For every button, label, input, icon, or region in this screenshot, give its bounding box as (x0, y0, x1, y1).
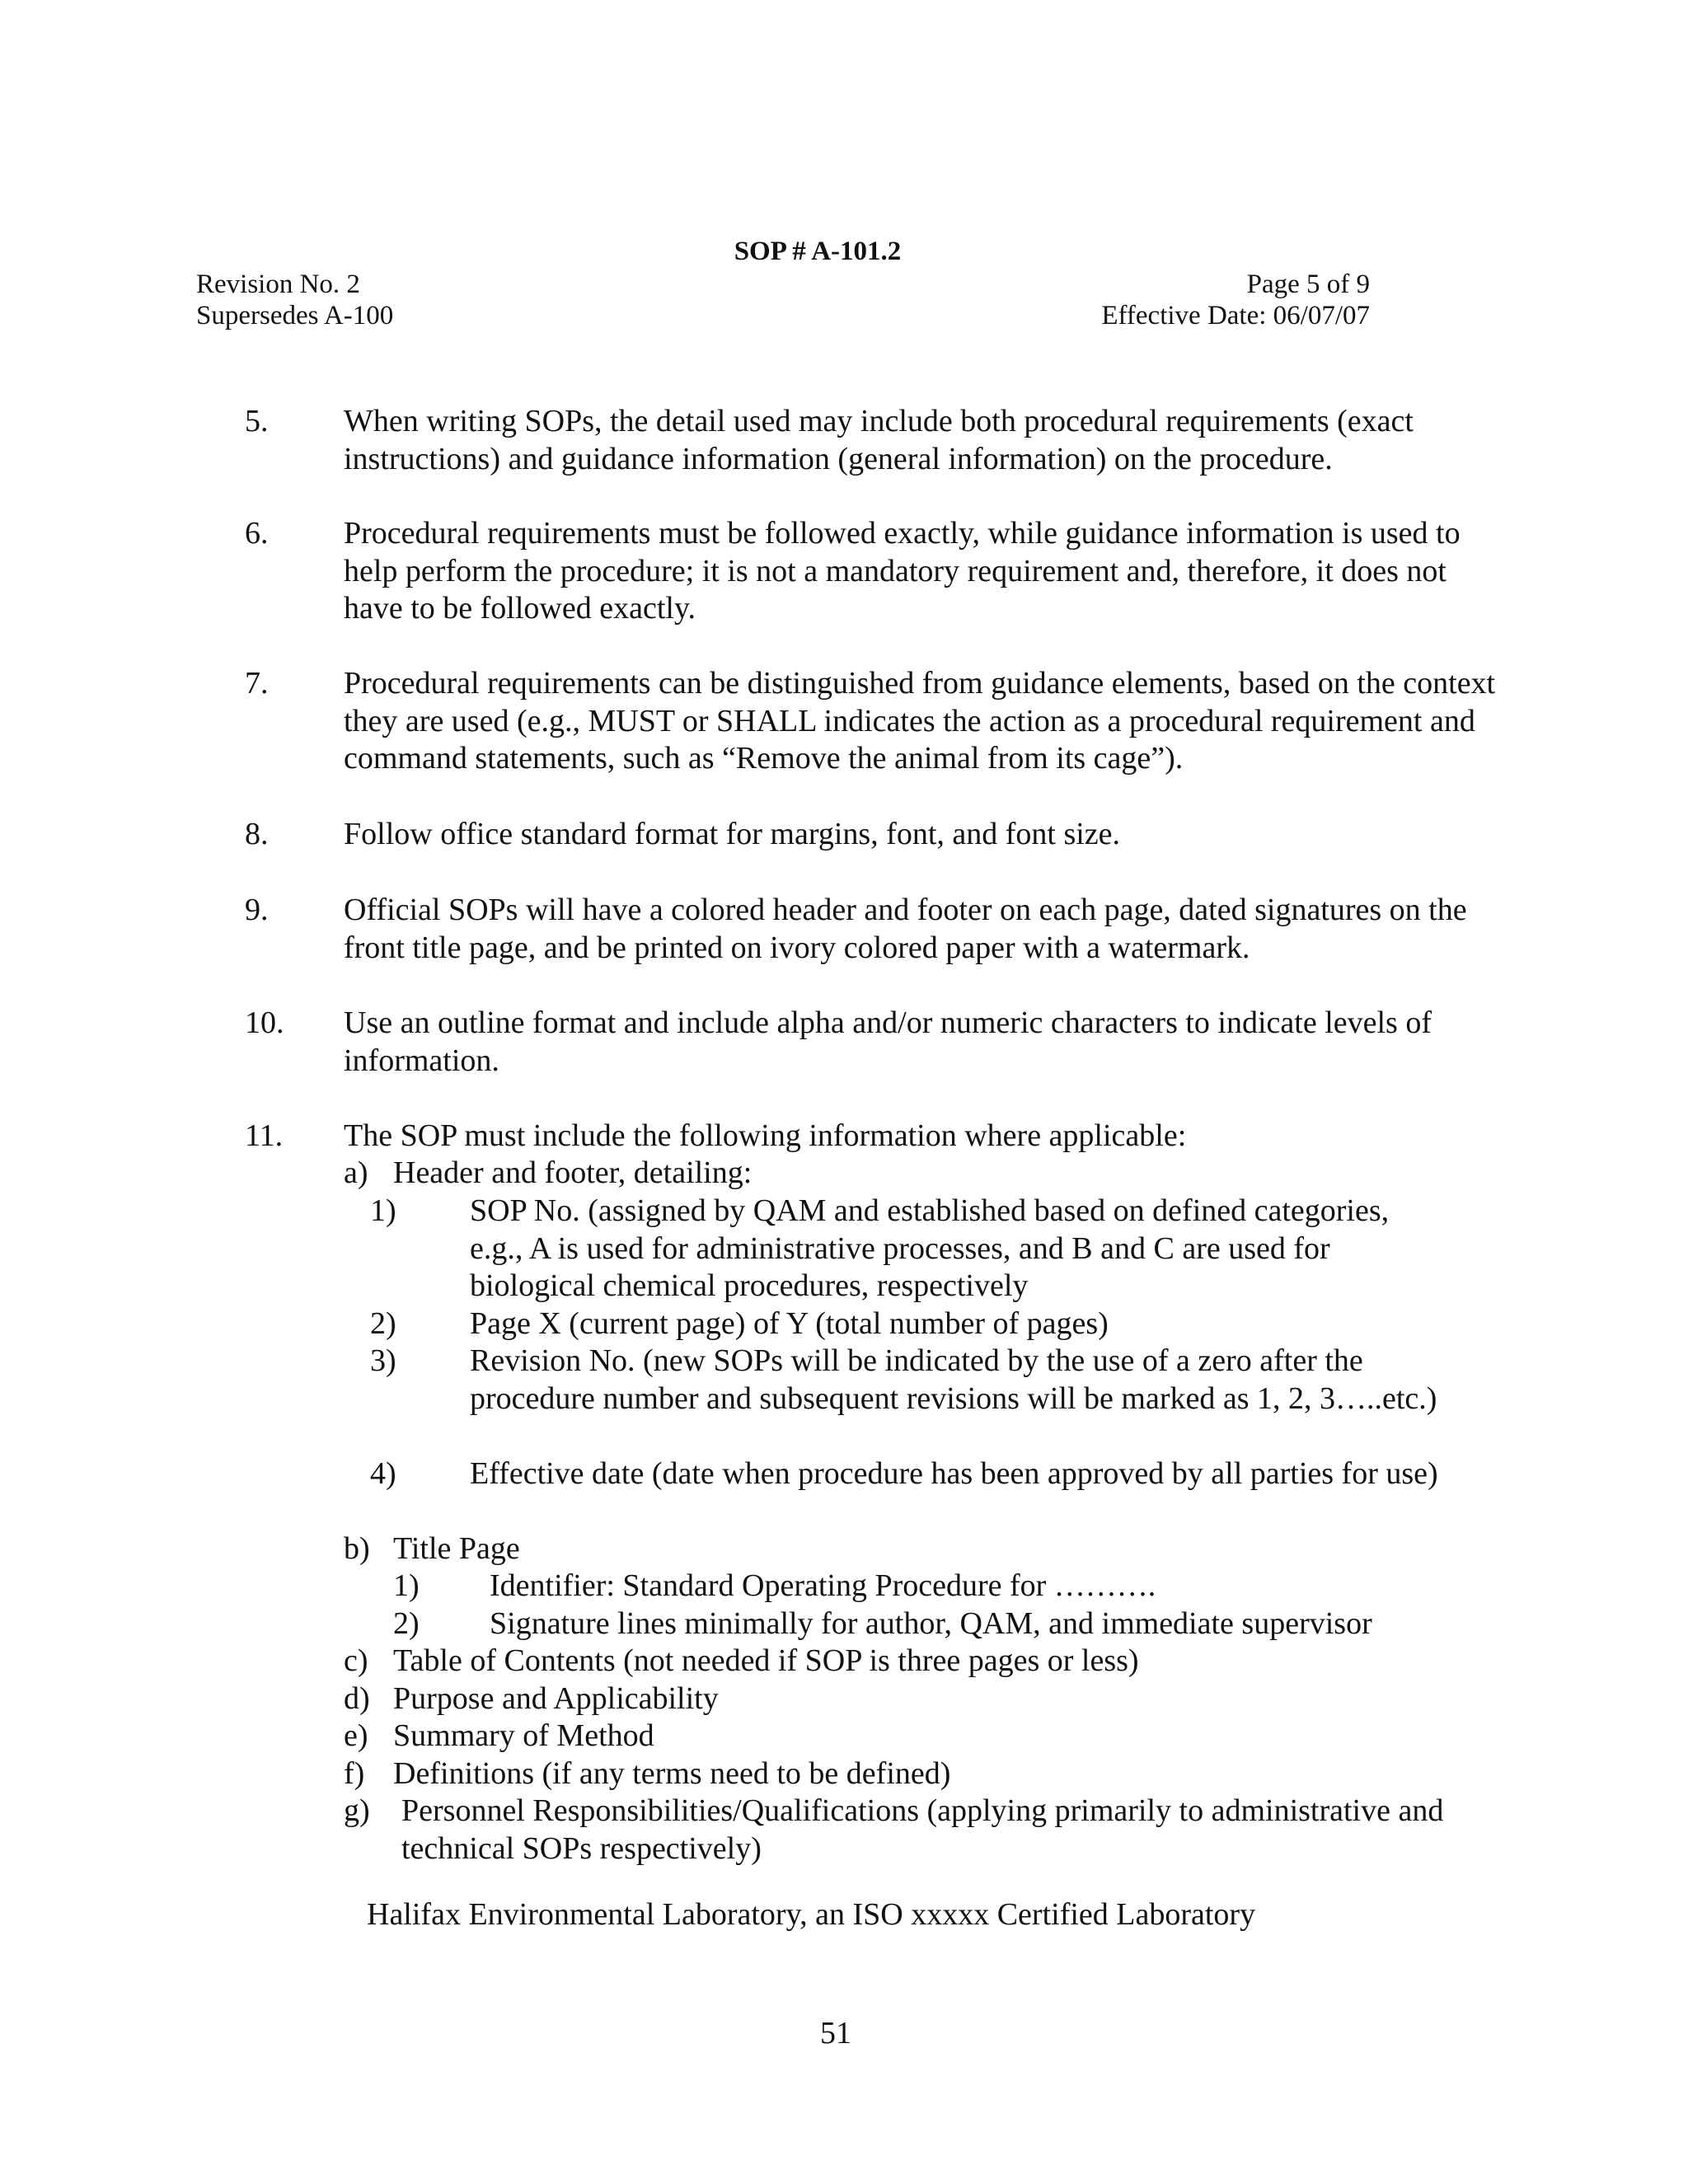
revision-number: Revision No. 2 (196, 269, 360, 299)
item-text: Follow office standard format for margins, font, and font size. (344, 817, 1121, 851)
sub-sub-item-number: 2) (393, 1606, 420, 1641)
sub-sub-item-text: Identifier: Standard Operating Procedure for ………. (490, 1568, 1156, 1603)
sop-title: SOP # A-101.2 (734, 237, 902, 266)
item-text: The SOP must include the following information where applicable: (344, 1118, 1187, 1153)
effective-date: Effective Date: 06/07/07 (1101, 301, 1370, 330)
item-number: 11. (245, 1118, 284, 1153)
page-indicator: Page 5 of 9 (1246, 269, 1370, 299)
item-number: 8. (245, 817, 269, 851)
supersedes: Supersedes A-100 (196, 301, 394, 330)
sub-sub-item-number: 4) (370, 1456, 396, 1491)
item-number: 7. (245, 666, 269, 701)
footer-text: Halifax Environmental Laboratory, an ISO xxxxx Certified Laboratory (367, 1897, 1256, 1932)
sub-item-letter: d) (344, 1681, 370, 1716)
sub-sub-item-text: Page X (current page) of Y (total number of pages) (470, 1306, 1109, 1341)
item-number: 6. (245, 516, 269, 551)
item-text: When writing SOPs, the detail used may include both procedural requirements (exact instructions) and guidance information (general information) on the procedure. (344, 404, 1414, 476)
sub-item-text: Summary of Method (393, 1718, 654, 1753)
page-number: 51 (820, 2016, 851, 2050)
sub-item-letter: a) (344, 1155, 368, 1190)
item-text: Official SOPs will have a colored header and footer on each page, dated signatures on the front title page, and be printed on ivory colored paper with a watermark. (344, 893, 1467, 965)
sub-item-letter: g) (344, 1793, 370, 1828)
sub-item-text: Definitions (if any terms need to be defined) (393, 1756, 951, 1791)
sub-sub-item-text: Revision No. (new SOPs will be indicated by the use of a zero after the procedure number and subsequent revisions will be marked as 1, 2, 3…..etc.) (470, 1343, 1437, 1416)
sub-item-letter: b) (344, 1531, 370, 1566)
sub-item-text: Purpose and Applicability (393, 1681, 719, 1716)
item-text: Use an outline format and include alpha and/or numeric characters to indicate levels of information. (344, 1005, 1432, 1078)
sub-sub-item-number: 2) (370, 1306, 396, 1341)
sub-sub-item-text: Signature lines minimally for author, QAM, and immediate supervisor (490, 1606, 1372, 1641)
sub-item-letter: f) (344, 1756, 365, 1791)
sub-item-letter: e) (344, 1718, 368, 1753)
sub-sub-item-number: 1) (370, 1193, 396, 1228)
item-number: 5. (245, 404, 269, 438)
item-number: 9. (245, 893, 269, 927)
sub-item-text: Title Page (393, 1531, 520, 1566)
sub-item-letter: c) (344, 1643, 368, 1678)
item-text: Procedural requirements can be distinguished from guidance elements, based on the context they are used (e.g., MUST or SHALL indicates the action as a procedural requirement and command statements, such as “Remove the animal from its cage”). (344, 666, 1496, 776)
sub-item-text: Header and footer, detailing: (393, 1155, 753, 1190)
sub-item-text: Table of Contents (not needed if SOP is three pages or less) (393, 1643, 1139, 1678)
sub-sub-item-number: 1) (393, 1568, 420, 1603)
sub-sub-item-text: Effective date (date when procedure has been approved by all parties for use) (470, 1456, 1438, 1491)
item-text: Procedural requirements must be followed exactly, while guidance information is used to help perform the procedure; it is not a mandatory requirement and, therefore, it does not have to be followed exactly. (344, 516, 1461, 626)
item-number: 10. (245, 1005, 284, 1040)
sub-item-text: Personnel Responsibilities/Qualifications (applying primarily to administrative and technical SOPs respectively) (401, 1793, 1444, 1866)
sub-sub-item-text: SOP No. (assigned by QAM and established based on defined categories, e.g., A is used for administrative processes, and B and C are used for biological chemical procedures, respectively (470, 1193, 1390, 1303)
sub-sub-item-number: 3) (370, 1343, 396, 1378)
